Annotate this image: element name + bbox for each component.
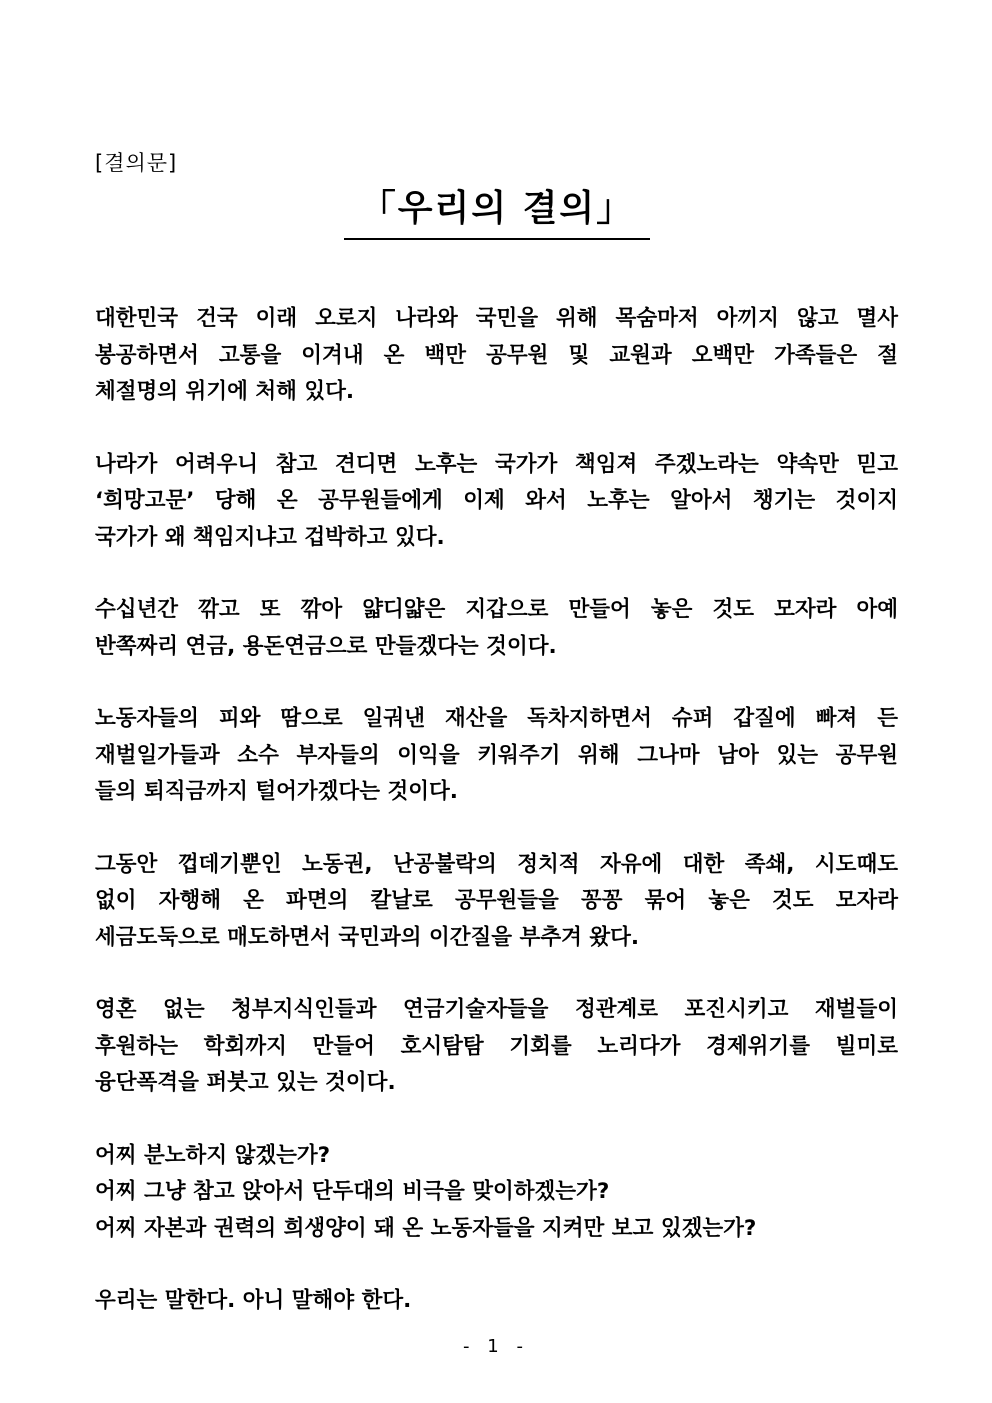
closing-line: 우리는 말한다. 아니 말해야 한다.	[95, 1288, 412, 1313]
paragraph-line: 체절명의 위기에 처해 있다.	[95, 379, 355, 404]
paragraph-line: 봉공하면서 고통을 이겨내 온 백만 공무원 및 교원과 오백만 가족들은 절	[95, 342, 898, 368]
paragraph-5	[95, 847, 898, 957]
question-line: 어찌 자본과 권력의 희생양이 돼 온 노동자들을 지켜만 보고 있겠는가?	[95, 1215, 757, 1241]
paragraph-line: 융단폭격을 퍼붓고 있는 것이다.	[95, 1070, 396, 1095]
question-line: 어찌 그냥 참고 앉아서 단두대의 비극을 맞이하겠는가?	[95, 1179, 610, 1204]
paragraph-6	[95, 992, 898, 1102]
page-number: - 1 -	[463, 1336, 529, 1357]
paragraph-line: 없이 자행해 온 파면의 칼날로 공무원들을 꽁꽁 묶어 놓은 것도 모자라	[95, 888, 898, 913]
question-block	[95, 1138, 898, 1248]
paragraph-line: 대한민국 건국 이래 오로지 나라와 국민을 위해 목숨마저 아끼지 않고 멸사	[95, 306, 898, 331]
paragraph-line: 후원하는 학회까지 만들어 호시탐탐 기회를 노리다가 경제위기를 빌미로	[95, 1033, 898, 1059]
paragraph-line: 노동자들의 피와 땀으로 일궈낸 재산을 독차지하면서 슈퍼 갑질에 빠져 든	[95, 706, 898, 731]
paragraph-3	[95, 592, 898, 665]
paragraph-line: ‘희망고문’ 당해 온 공무원들에게 이제 와서 노후는 알아서 챙기는 것이지	[95, 488, 898, 513]
paragraph-line: 세금도둑으로 매도하면서 국민과의 이간질을 부추겨 왔다.	[95, 924, 640, 950]
paragraph-1	[95, 301, 898, 411]
document-label: [결의문]	[95, 151, 178, 175]
document-title: 「우리의 결의」	[359, 188, 635, 229]
document-body	[95, 301, 898, 1356]
paragraph-line: 그동안 껍데기뿐인 노동권, 난공불락의 정치적 자유에 대한 족쇄, 시도때도	[95, 851, 898, 877]
question-line: 어찌 분노하지 않겠는가?	[95, 1142, 331, 1168]
paragraph-line: 재벌일가들과 소수 부자들의 이익을 키워주기 위해 그나마 남아 있는 공무원	[95, 742, 898, 768]
paragraph-line: 나라가 어려우니 참고 견디면 노후는 국가가 책임져 주겠노라는 약속만 믿고	[95, 451, 898, 477]
paragraph-line: 수십년간 깎고 또 깎아 얇디얇은 지갑으로 만들어 놓은 것도 모자라 아예	[95, 597, 898, 622]
paragraph-line: 국가가 왜 책임지냐고 겁박하고 있다.	[95, 524, 445, 550]
paragraph-4	[95, 701, 898, 811]
paragraph-line: 영혼 없는 청부지식인들과 연금기술자들을 정관계로 포진시키고 재벌들이	[95, 997, 898, 1022]
paragraph-line: 들의 퇴직금까지 털어가겠다는 것이다.	[95, 779, 458, 804]
paragraph-line: 반쪽짜리 연금, 용돈연금으로 만들겠다는 것이다.	[95, 633, 557, 659]
title-underline	[344, 186, 650, 240]
paragraph-2	[95, 447, 898, 557]
closing-block	[95, 1283, 898, 1320]
